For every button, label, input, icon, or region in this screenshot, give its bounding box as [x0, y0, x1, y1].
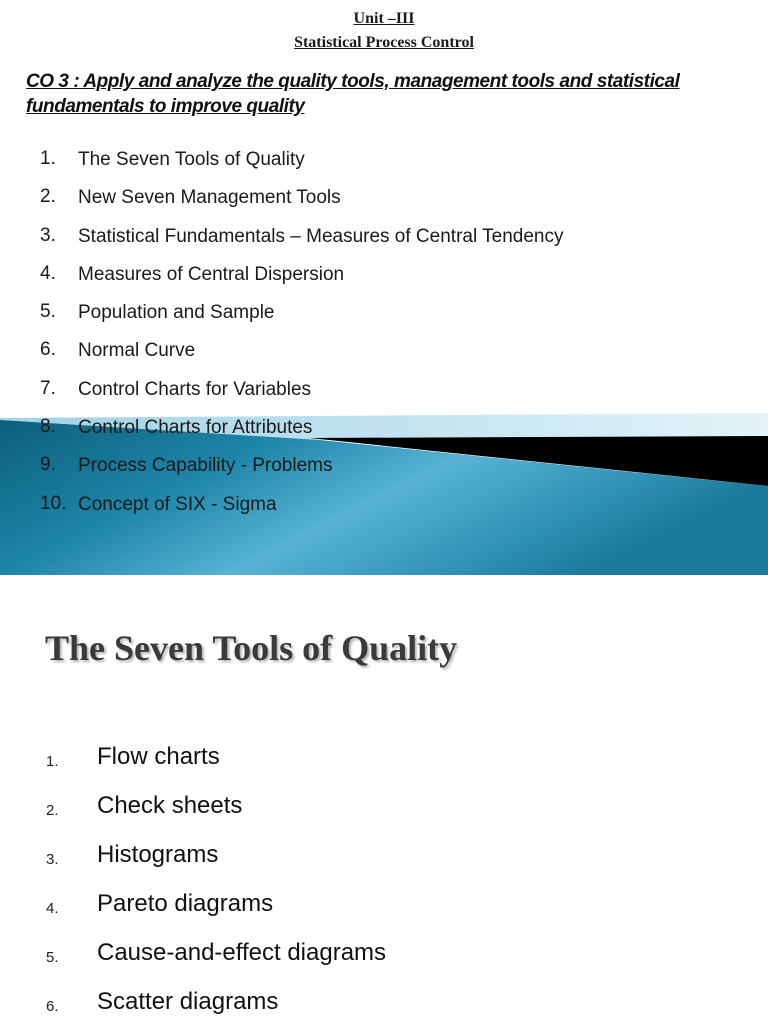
list-item-number: 9. — [40, 454, 56, 476]
list-item-label: Control Charts for Variables — [78, 378, 312, 400]
list-item-number: 6. — [46, 998, 59, 1015]
list-item — [0, 414, 768, 452]
list-item — [0, 261, 768, 299]
list-item-label: Cause-and-effect diagrams — [97, 939, 387, 966]
list-item-label: Pareto diagrams — [97, 890, 274, 917]
list-item — [0, 882, 768, 931]
unit-subheading: Statistical Process Control — [294, 34, 474, 51]
list-item-number: 5. — [40, 301, 56, 323]
list-item — [0, 931, 768, 980]
list-item-label: Measures of Central Dispersion — [78, 263, 345, 285]
list-item-label: Control Charts for Attributes — [78, 417, 313, 439]
list-item-number: 3. — [46, 851, 59, 868]
list-item — [0, 980, 768, 1029]
list-item-number: 8. — [40, 416, 56, 438]
list-item-number: 5. — [46, 949, 59, 966]
unit-heading: Unit –III — [353, 10, 415, 27]
list-item-number: 2. — [46, 802, 59, 819]
list-item — [0, 184, 768, 222]
list-item-label: Normal Curve — [78, 340, 196, 362]
list-item-label: Process Capability - Problems — [78, 455, 333, 477]
list-item-number: 6. — [40, 339, 56, 361]
list-item-number: 7. — [40, 377, 56, 399]
list-item — [0, 452, 768, 490]
slide-title: The Seven Tools of Quality — [45, 628, 458, 668]
list-item-number: 1. — [40, 148, 56, 169]
list-item-number: 4. — [46, 900, 59, 917]
list-item — [0, 146, 768, 184]
list-item-label: Scatter diagrams — [97, 988, 279, 1015]
list-item-label: Histograms — [97, 841, 219, 868]
list-item — [0, 784, 768, 833]
list-item-label: Statistical Fundamentals – Measures of Central Tendency — [78, 225, 564, 247]
course-outcome-text: CO 3 : Apply and analyze the quality tools, management tools and statistical fundamentals to improve quality — [26, 71, 680, 117]
list-item — [0, 223, 768, 261]
list-item — [0, 735, 768, 784]
list-item-number: 4. — [40, 262, 56, 284]
topic-list — [0, 146, 768, 529]
slide-2 — [0, 575, 768, 1024]
list-item-label: Check sheets — [97, 792, 243, 819]
list-item-label: Flow charts — [97, 743, 220, 770]
list-item-label: The Seven Tools of Quality — [78, 149, 305, 170]
list-item — [0, 337, 768, 375]
list-item-label: Population and Sample — [78, 302, 275, 324]
list-item — [0, 491, 768, 529]
list-item-number: 3. — [40, 224, 56, 246]
list-item-label: New Seven Management Tools — [78, 187, 341, 209]
list-item-number: 2. — [40, 186, 56, 208]
list-item — [0, 376, 768, 414]
list-item-number: 1. — [46, 753, 59, 770]
list-item-label: Concept of SIX - Sigma — [78, 493, 277, 515]
list-item — [0, 299, 768, 337]
tools-list — [0, 735, 768, 1029]
list-item — [0, 833, 768, 882]
list-item-number: 10. — [40, 492, 67, 514]
